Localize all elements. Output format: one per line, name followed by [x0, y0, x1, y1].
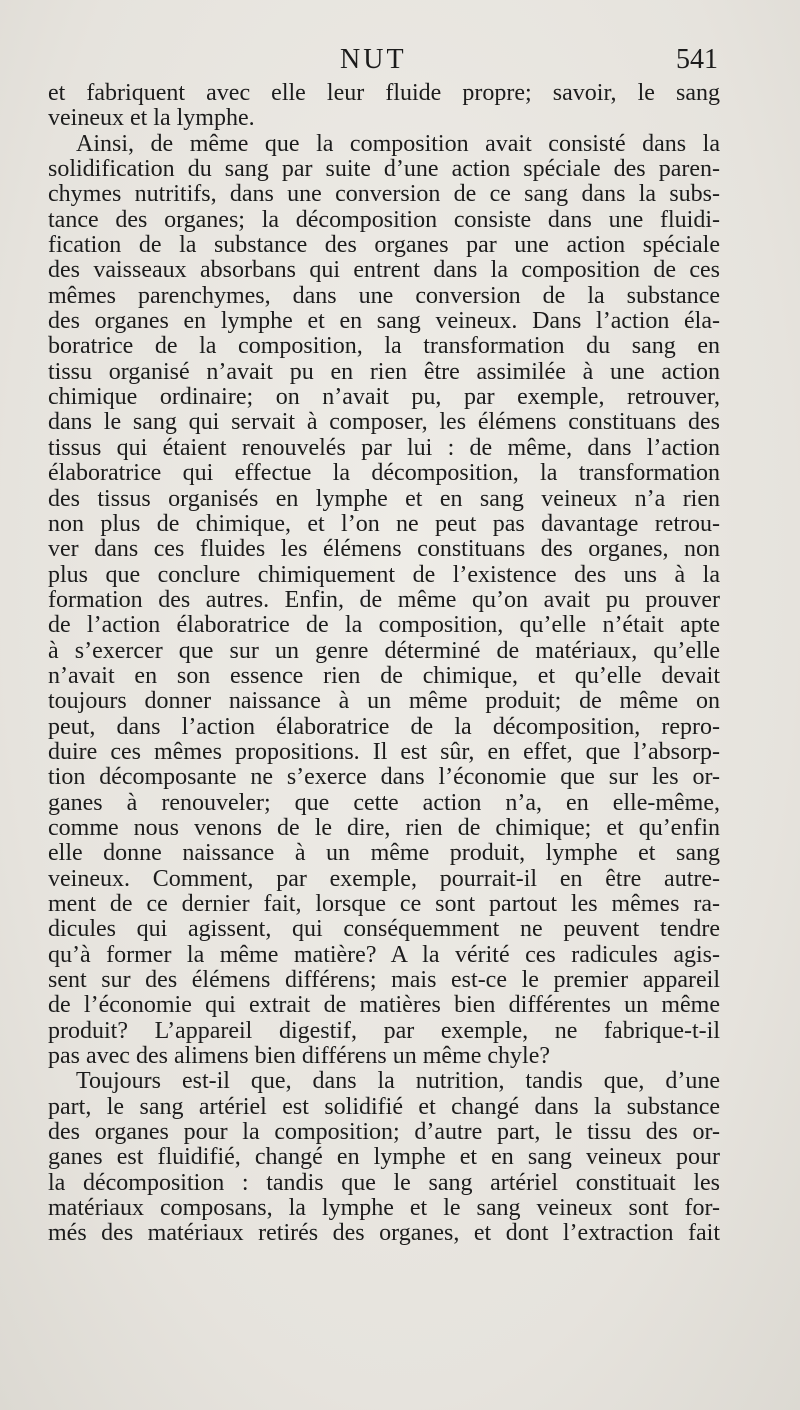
- page-number: 541: [676, 44, 718, 75]
- text-line: chimique ordinaire; on n’avait pu, par exemple, retrouver,: [48, 385, 720, 411]
- text-line: plus que conclure chimiquement de l’existence des uns à la: [48, 562, 720, 588]
- text-line: comme nous venons de le dire, rien de chimique; et qu’enfin: [48, 815, 720, 841]
- text-line: de l’économie qui extrait de matières bien différentes un même: [48, 993, 720, 1019]
- text-line: formation des autres. Enfin, de même qu’on avait pu prouver: [48, 587, 720, 613]
- text-line: part, le sang artériel est solidifié et changé dans la substance: [48, 1094, 720, 1120]
- running-head: [0, 44, 800, 84]
- text-line: veineux. Comment, par exemple, pourrait-il en être autre-: [48, 866, 720, 892]
- text-line: Toujours est-il que, dans la nutrition, tandis que, d’une: [76, 1069, 720, 1095]
- text-line: chymes nutritifs, dans une conversion de ce sang dans la subs-: [48, 182, 720, 208]
- text-line: tance des organes; la décomposition consiste dans une fluidi-: [48, 207, 720, 233]
- text-line: ment de ce dernier fait, lorsque ce sont partout les mêmes ra-: [48, 892, 720, 917]
- text-line: pas avec des alimens bien différens un même chyle?: [48, 1044, 551, 1070]
- text-line: des tissus organisés en lymphe et en sang veineux n’a rien: [48, 486, 720, 512]
- text-line: Ainsi, de même que la composition avait consisté dans la: [76, 131, 720, 157]
- text-line: solidification du sang par suite d’une action spéciale des paren-: [48, 157, 720, 183]
- text-line: toujours donner naissance à un même produit; de même on: [48, 689, 720, 715]
- text-line: boratrice de la composition, la transformation du sang en: [48, 334, 720, 360]
- text-line: tissu organisé n’avait pu en rien être assimilée à une action: [48, 359, 720, 385]
- text-line: la décomposition : tandis que le sang artériel constituait les: [48, 1170, 720, 1196]
- running-title: NUT: [340, 44, 407, 75]
- text-line: veineux et la lymphe.: [48, 106, 255, 132]
- text-line: dicules qui agissent, qui conséquemment ne peuvent tendre: [48, 917, 720, 943]
- text-line: ganes à renouveler; que cette action n’a, en elle-même,: [48, 790, 720, 816]
- text-line: fication de la substance des organes par une action spéciale: [48, 233, 720, 259]
- text-line: tissus qui étaient renouvelés par lui : de même, dans l’action: [48, 435, 720, 461]
- text-line: des organes pour la composition; d’autre part, le tissu des or-: [48, 1120, 720, 1146]
- text-line: élaboratrice qui effectue la décomposition, la transformation: [48, 461, 720, 487]
- body-text: [48, 81, 720, 1247]
- text-line: més des matériaux retirés des organes, et dont l’extraction fait: [48, 1221, 720, 1247]
- text-line: tion décomposante ne s’exerce dans l’économie que sur les or-: [48, 765, 720, 791]
- text-line: produit? L’appareil digestif, par exemple, ne fabrique-t-il: [48, 1018, 720, 1044]
- text-line: mêmes parenchymes, dans une conversion de la substance: [48, 283, 720, 309]
- text-line: dans le sang qui servait à composer, les élémens constituans des: [48, 410, 720, 436]
- text-line: peut, dans l’action élaboratrice de la décomposition, repro-: [48, 714, 720, 740]
- text-line: non plus de chimique, et l’on ne peut pas davantage retrou-: [48, 511, 720, 537]
- text-line: ver dans ces fluides les élémens constituans des organes, non: [48, 537, 720, 563]
- text-line: à s’exercer que sur un genre déterminé de matériaux, qu’elle: [48, 638, 720, 664]
- text-line: de l’action élaboratrice de la composition, qu’elle n’était apte: [48, 613, 720, 639]
- text-line: qu’à former la même matière? A la vérité ces radicules agis-: [48, 942, 720, 968]
- text-line: n’avait en son essence rien de chimique, et qu’elle devait: [48, 663, 720, 689]
- text-line: matériaux composans, la lymphe et le sang veineux sont for-: [48, 1196, 720, 1222]
- text-line: sent sur des élémens différens; mais est-ce le premier appareil: [48, 968, 720, 994]
- text-line: ganes est fluidifié, changé en lymphe et en sang veineux pour: [48, 1145, 720, 1171]
- text-line: elle donne naissance à un même produit, lymphe et sang: [48, 841, 720, 867]
- text-line: duire ces mêmes propositions. Il est sûr, en effet, que l’absorp-: [48, 739, 720, 765]
- text-line: des organes en lymphe et en sang veineux. Dans l’action éla-: [48, 309, 720, 335]
- text-line: et fabriquent avec elle leur fluide propre; savoir, le sang: [48, 81, 720, 106]
- text-line: des vaisseaux absorbans qui entrent dans la composition de ces: [48, 258, 720, 284]
